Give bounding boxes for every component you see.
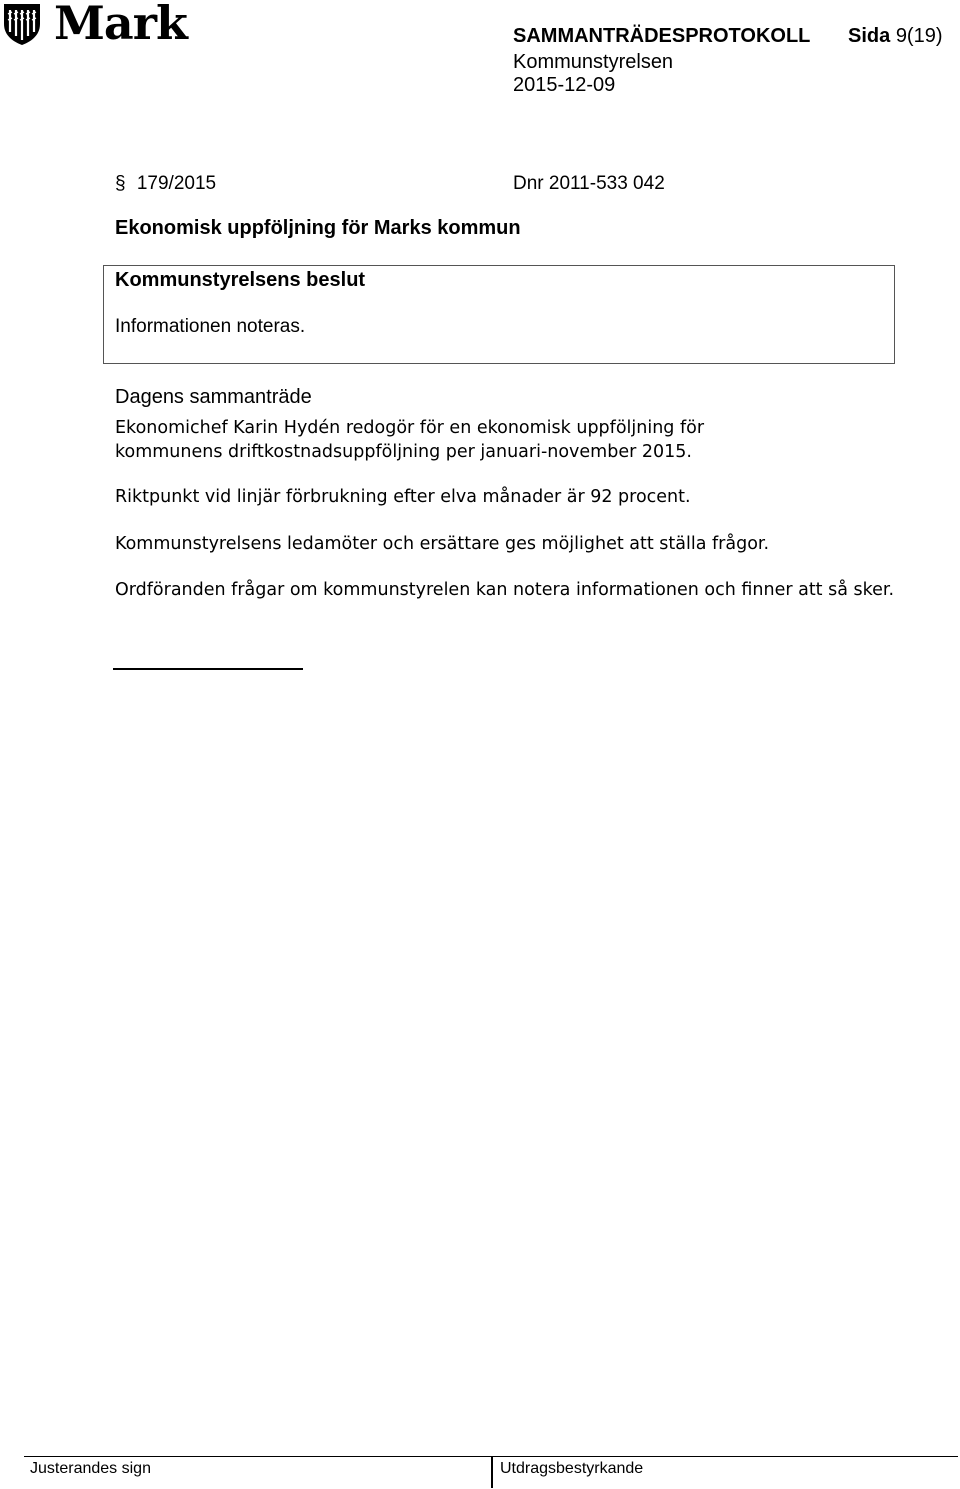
logo-text: Mark — [54, 0, 187, 50]
page-label: Sida — [848, 25, 891, 47]
meeting-paragraph: Kommunstyrelsens ledamöter och ersättare ges möjlighet att ställa frågor. — [115, 534, 770, 554]
meeting-paragraph: Riktpunkt vid linjär förbrukning efter elva månader är 92 procent. — [115, 487, 691, 507]
page-indicator — [848, 25, 943, 48]
meeting-paragraph: Ordföranden frågar om kommunstyrelen kan notera informationen och finner att så sker. — [115, 580, 895, 600]
protocol-title — [513, 25, 810, 48]
decision-heading: Kommunstyrelsens beslut — [115, 269, 366, 291]
footer-divider — [491, 1456, 493, 1488]
section-title: Ekonomisk uppföljning för Marks kommun — [115, 217, 521, 239]
decision-box — [103, 265, 895, 364]
meeting-paragraph: Ekonomichef Karin Hydén redogör för en ekonomisk uppföljning för kommunens driftkostnadsuppföljning per januari-november 2015. — [115, 418, 705, 462]
page-number: 9(19) — [895, 25, 943, 47]
decision-text: Informationen noteras. — [115, 316, 306, 337]
footer-signature-label: Justerandes sign — [30, 1460, 151, 1477]
case-number: 179/2015 — [136, 173, 217, 194]
case-number-line — [115, 173, 216, 195]
organ-name: Kommunstyrelsen — [513, 51, 674, 73]
meeting-heading: Dagens sammanträde — [115, 386, 312, 408]
dnr: Dnr 2011-533 042 — [513, 173, 665, 194]
coat-of-arms-icon — [2, 2, 42, 46]
paragraph-sign: § — [115, 173, 126, 194]
meeting-date: 2015-12-09 — [513, 74, 616, 96]
logo — [2, 0, 187, 50]
section-separator — [113, 668, 303, 670]
protocol-title-text: SAMMANTRÄDESPROTOKOLL — [513, 25, 811, 47]
footer-certification-label: Utdragsbestyrkande — [500, 1460, 644, 1477]
